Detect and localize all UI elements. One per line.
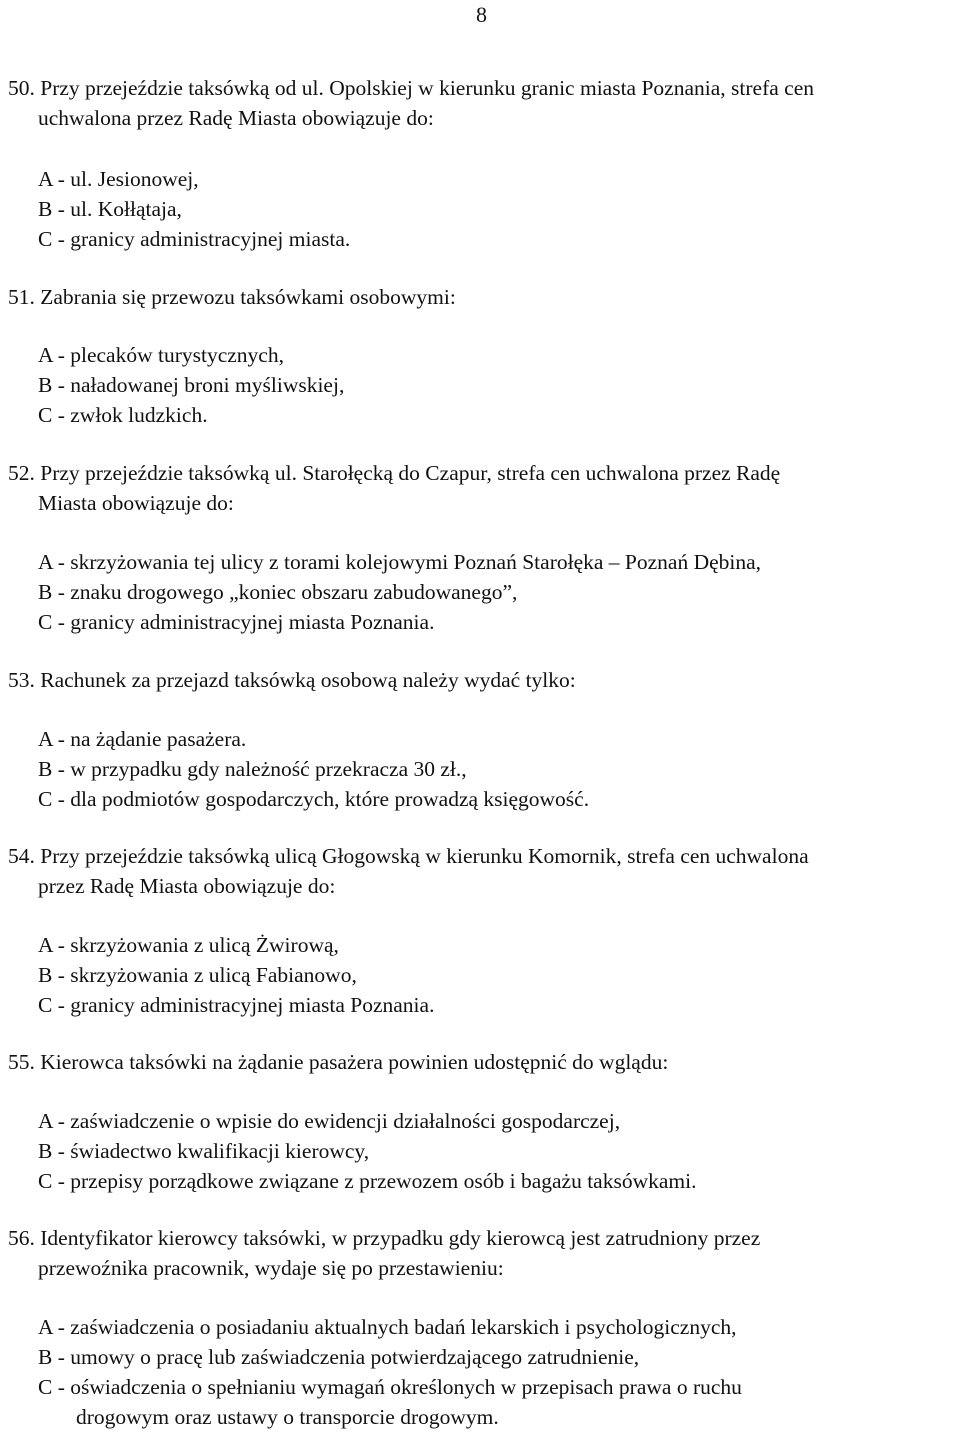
question-text: 55. Kierowca taksówki na żądanie pasażera powinien udostępnić do wglądu:: [8, 1050, 669, 1074]
question-text: 52. Przy przejeździe taksówką ul. Starołęcką do Czapur, strefa cen uchwalona przez Radę: [8, 461, 781, 485]
answer-a: A - skrzyżowania z ulicą Żwirową,: [38, 933, 339, 957]
answer-a: A - zaświadczenie o wpisie do ewidencji działalności gospodarczej,: [38, 1109, 621, 1133]
answer-c: C - zwłok ludzkich.: [38, 403, 208, 427]
answer-c-continuation: drogowym oraz ustawy o transporcie drogowym.: [76, 1405, 499, 1429]
question-text: Miasta obowiązuje do:: [38, 491, 234, 515]
answer-a: A - zaświadczenia o posiadaniu aktualnych badań lekarskich i psychologicznych,: [38, 1315, 737, 1339]
question-text: przewoźnika pracownik, wydaje się po przestawieniu:: [38, 1256, 504, 1280]
question-text: uchwalona przez Radę Miasta obowiązuje do:: [38, 106, 434, 130]
answer-c: C - przepisy porządkowe związane z przewozem osób i bagażu taksówkami.: [38, 1169, 697, 1193]
question-text: 56. Identyfikator kierowcy taksówki, w przypadku gdy kierowcą jest zatrudniony przez: [8, 1226, 761, 1250]
answer-b: B - znaku drogowego „koniec obszaru zabudowanego”,: [38, 580, 518, 604]
answer-a: A - skrzyżowania tej ulicy z torami kolejowymi Poznań Starołęka – Poznań Dębina,: [38, 550, 762, 574]
answer-c: C - granicy administracyjnej miasta Poznania.: [38, 993, 435, 1017]
answer-b: B - w przypadku gdy należność przekracza 30 zł.,: [38, 757, 467, 781]
answer-c: C - dla podmiotów gospodarczych, które prowadzą księgowość.: [38, 787, 590, 811]
answer-c: C - granicy administracyjnej miasta Poznania.: [38, 610, 435, 634]
answer-b: B - naładowanej broni myśliwskiej,: [38, 373, 345, 397]
answer-b: B - świadectwo kwalifikacji kierowcy,: [38, 1139, 370, 1163]
answer-a: A - plecaków turystycznych,: [38, 343, 284, 367]
page-number: 8: [476, 2, 487, 27]
question-text: 53. Rachunek za przejazd taksówką osobową należy wydać tylko:: [8, 668, 576, 692]
answer-a: A - ul. Jesionowej,: [38, 167, 199, 191]
answer-b: B - umowy o pracę lub zaświadczenia potwierdzającego zatrudnienie,: [38, 1345, 640, 1369]
question-text: 50. Przy przejeździe taksówką od ul. Opolskiej w kierunku granic miasta Poznania, strefa cen: [8, 76, 814, 100]
answer-b: B - skrzyżowania z ulicą Fabianowo,: [38, 963, 357, 987]
question-text: 54. Przy przejeździe taksówką ulicą Głogowską w kierunku Komornik, strefa cen uchwalona: [8, 844, 809, 868]
answer-c: C - oświadczenia o spełnianiu wymagań określonych w przepisach prawa o ruchu: [38, 1375, 742, 1399]
answer-a: A - na żądanie pasażera.: [38, 727, 247, 751]
answer-c: C - granicy administracyjnej miasta.: [38, 227, 351, 251]
answer-b: B - ul. Kołłątaja,: [38, 197, 182, 221]
question-text: przez Radę Miasta obowiązuje do:: [38, 874, 336, 898]
question-text: 51. Zabrania się przewozu taksówkami osobowymi:: [8, 285, 456, 309]
